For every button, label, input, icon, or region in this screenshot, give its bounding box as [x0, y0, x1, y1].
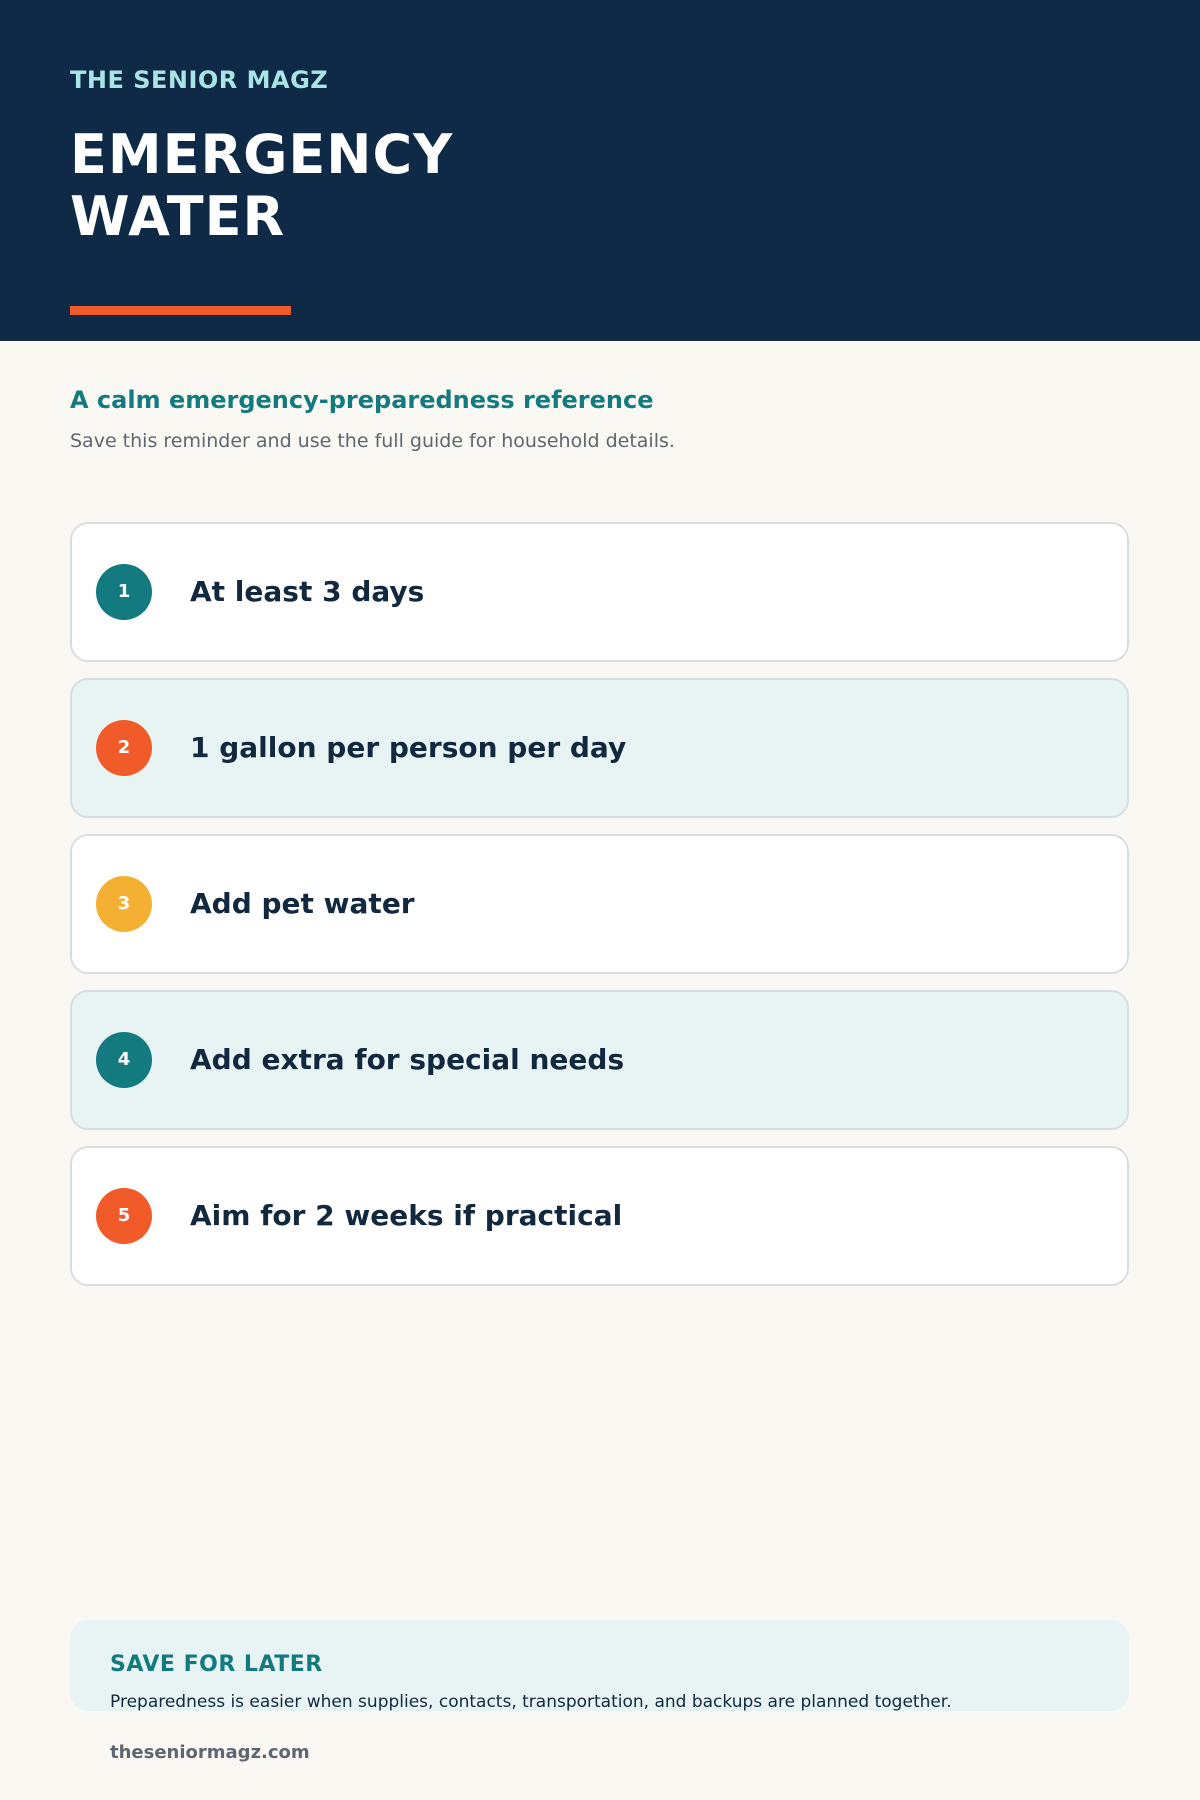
- step-number-badge: 2: [96, 720, 152, 776]
- page-title-line-1: EMERGENCY: [70, 123, 454, 186]
- brand-name: THE SENIOR MAGZ: [70, 66, 329, 94]
- checklist-card-3: [70, 834, 1129, 974]
- step-number-badge: 1: [96, 564, 152, 620]
- step-number-badge: 4: [96, 1032, 152, 1088]
- checklist-card-5: [70, 1146, 1129, 1286]
- step-text: 1 gallon per person per day: [190, 731, 627, 764]
- checklist-card-4: [70, 990, 1129, 1130]
- accent-bar: [70, 306, 291, 315]
- intro-text: Save this reminder and use the full guide for household details.: [70, 430, 675, 452]
- website-url: theseniormagz.com: [110, 1742, 310, 1763]
- page-title-line-2: WATER: [70, 185, 286, 248]
- step-text: Add pet water: [190, 887, 415, 920]
- subtitle: A calm emergency-preparedness reference: [70, 386, 654, 414]
- checklist-card-2: [70, 678, 1129, 818]
- header-banner: [0, 0, 1200, 341]
- save-for-later-text: Preparedness is easier when supplies, contacts, transportation, and backups are planned together.: [110, 1692, 952, 1712]
- step-text: Add extra for special needs: [190, 1043, 625, 1076]
- step-text: At least 3 days: [190, 575, 425, 608]
- page-title: [70, 124, 453, 248]
- step-number-badge: 3: [96, 876, 152, 932]
- checklist-card-1: [70, 522, 1129, 662]
- step-number-badge: 5: [96, 1188, 152, 1244]
- step-text: Aim for 2 weeks if practical: [190, 1199, 623, 1232]
- save-for-later-title: SAVE FOR LATER: [110, 1652, 323, 1677]
